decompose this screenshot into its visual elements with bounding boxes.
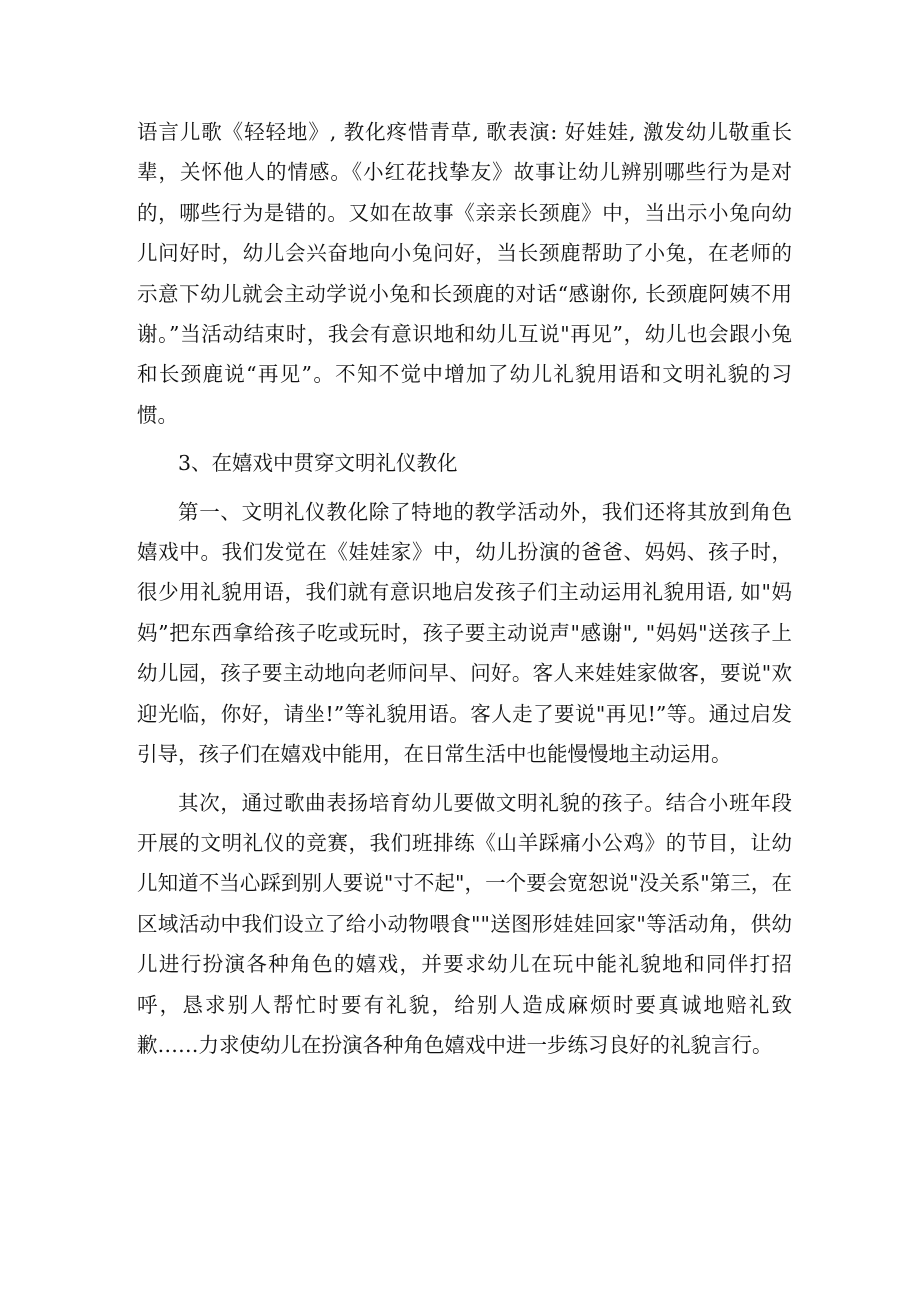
spacer	[137, 775, 792, 783]
spacer	[137, 484, 792, 492]
spacer	[137, 435, 792, 443]
paragraph-language-songs: 语言儿歌《轻轻地》, 教化疼惜青草, 歌表演: 好娃娃, 激发幼儿敬重长辈，关怀他人的情感。《小红花找挚友》故事让幼儿辨别哪些行为是对的，哪些行为是错的。又如在故事《亲亲长颈鹿》中，当出示小兔向幼儿问好时，幼儿会兴奋地向小兔问好，当长颈鹿帮助了小兔，在老师的示意下幼儿就会主动学说小兔和长颈鹿的对话“感谢你, 长颈鹿阿姨不用谢。”当活动结束时，我会有意识地和幼儿互说"再见”，幼儿也会跟小兔和长颈鹿说“再见”。不知不觉中增加了幼儿礼貌用语和文明礼貌的习惯。	[137, 120, 792, 427]
paragraph-second: 其次，通过歌曲表扬培育幼儿要做文明礼貌的孩子。结合小班年段开展的文明礼仪的竞赛，我们班排练《山羊踩痛小公鸡》的节目，让幼儿知道不当心踩到别人要说"寸不起"，一个要会宽恕说"没关系"第三，在区域活动中我们设立了给小动物喂食""送图形娃娃回家"等活动角，供幼儿进行扮演各种角色的嬉戏，并要求幼儿在玩中能礼貌地和同伴打招呼，恳求别人帮忙时要有礼貌，给别人造成麻烦时要真诚地赔礼致歉……力求使幼儿在扮演各种角色嬉戏中进一步练习良好的礼貌言行。	[137, 790, 792, 1057]
section-heading: 3、在嬉戏中贯穿文明礼仪教化	[178, 451, 458, 476]
paragraph-first: 第一、文明礼仪教化除了特地的教学活动外，我们还将其放到角色嬉戏中。我们发觉在《娃娃家》中，幼儿扮演的爸爸、妈妈、孩子时，很少用礼貌用语，我们就有意识地启发孩子们主动运用礼貌用语, 如"妈妈”把东西拿给孩子吃或玩时，孩子要主动说声"感谢", "妈妈"送孩子上幼儿园，孩子要主动地向老师问早、问好。客人来娃娃家做客，要说"欢迎光临，你好，请坐!”等礼貌用语。客人走了要说"再见!”等。通过启发引导，孩子们在嬉戏中能用，在日常生活中也能慢慢地主动运用。	[137, 499, 792, 767]
document-body	[137, 112, 792, 1065]
